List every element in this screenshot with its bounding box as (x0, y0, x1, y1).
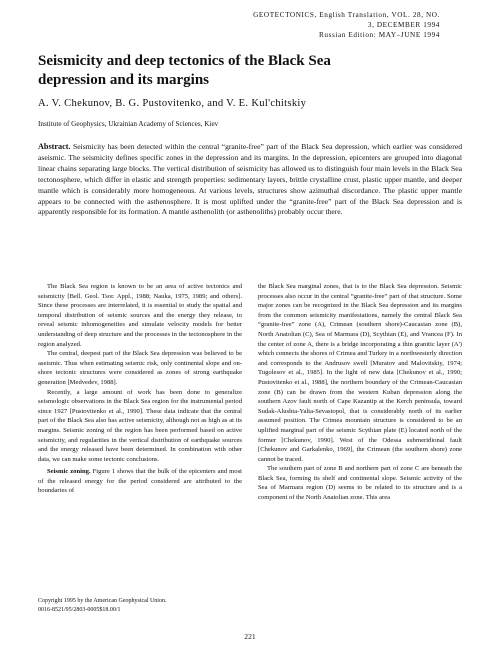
section-heading-seismic-zoning: Seismic zoning. (47, 468, 91, 476)
body-columns (38, 282, 462, 594)
body-paragraph: Recently, a large amount of work has been done to generalize seismologic observations in the Black Sea region for the instrumental period since 1927 [Pustovitenko et al., 1990]. These data indicate that the central part of the Black Sea also has active seismicity, although not as high as at its margins. Seismic zoning of the region has been performed based on active seismicity, and regularities in the vertical distribution of earthquake sources and the energy released have been determined. In combination with other data, we can make some tectonic conclusions. (38, 388, 242, 463)
body-paragraph: The Black Sea region is known to be an area of active tectonics and seismicity [Bell. Geol. Tsor. Appl., 1988; Nauka, 1975, 1989; and others]. Since these processes are interrelated, it is essential to study the spatial and temporal distribution of seismic sources and the energy they release, to reveal seismic inhomogeneities and simulate velocity models for better understanding of deep structure and the processes in the tectonosphere in the region analyzed. (38, 283, 242, 348)
journal-citation: GEOTECTONICS, English Translation, VOL. 28, NO. 3, DECEMBER 1994 (253, 11, 440, 29)
russian-edition: Russian Edition: MAY–JUNE 1994 (319, 31, 440, 39)
article-authors: A. V. Chekunov, B. G. Pustovitenko, and V. E. Kul'chitskiy (38, 98, 307, 109)
body-text: Figure 1 shows that the bulk of the epicenters and most of the released energy for the period considered are attributed to the boundaries of (38, 468, 242, 495)
abstract (38, 142, 462, 218)
page-number: 221 (244, 632, 256, 641)
copyright-footer (38, 597, 242, 614)
body-paragraph (38, 467, 242, 496)
article-code: 0016-8521/95/2803-0005$18.00/1 (38, 606, 121, 613)
abstract-text: Seismicity has been detected within the central “granite-free” part of the Black Sea depression, which earlier was considered aseismic. The seismicity defines specific zones in the depression and its margins. In the depression, epicenters are grouped into diagonal linear chains separating large blocks. The vertical distribution of seismicity has allowed us to distinguish four main levels in the Black Sea tectonosphere, which differ in elastic and strength properties: sedimentary layers, brittle crystalline crust, plastic upper mantle, and deeper mantle which is considerably more homogeneous. At various levels, structures show azimuthal discordance. The plastic upper mantle appears to be connected with the asthenosphere. It is most uplifted under the “granite-free” part of the Black Sea depression and is apparently responsible for its formation. A mantle asthenolith (or asthenoliths) probably occur there. (38, 142, 462, 217)
copyright-line: Copyright 1995 by the American Geophysical Union. (38, 598, 167, 604)
left-column (38, 282, 242, 496)
author-affiliation: Institute of Geophysics, Ukrainian Academy of Sciences, Kiev (38, 120, 219, 128)
body-paragraph: the Black Sea marginal zones, that is to the Black Sea depression. Seismic processes also occur in the central “granite-free” part of that structure. Some major zones can be recognized in the Black Sea depression and its margins from the common seismicity manifestations, namely the central Black Sea “granite-free” zone (A), Crimean (southern shore)-Caucasian zone (B), North Anatolian (C), Sea of Marmara (D), Scythian (E), and Vrancea (F). In the center of zone A, there is a bridge incorporating a thin granitic layer (A') which connects the shores of Crimea and Turkey in a northwesterly direction and corresponds to the Andrusov swell [Muratov and Malovitskiy, 1974; Tugolesov et al., 1985]. In the light of new data [Chekunov et al., 1990; Pustovitenko et al., 1988], the northern boundary of the Crimean-Caucasian zone (B) can be drawn from the western Kuban depression along the southern Azov fault north of Cape Kazantip at the Kerch peninsula, toward Sudak-Alushta-Yalta-Sevastopol, that is considerably north of its earlier assumed position. The Crimea mountain structure is considered to be an uplifted marginal part of the seismic Scythian plate (E) located north of the former [Chekunov, 1990]. West of the Odessa submeridional fault [Chekunov and Garkalenko, 1969], the Crimean (the southern shore) zone cannot be traced. (258, 283, 462, 463)
abstract-label: Abstract. (38, 142, 71, 151)
body-paragraph: The central, deepest part of the Black Sea depression was believed to be aseismic. Thus when estimating seismic risk, only continental slope and on-shore tectonic structures were considered as zones of strong earthquake generation [Medvedev, 1988]. (38, 350, 242, 386)
body-paragraph: The southern part of zone B and northern part of zone C are beneath the Black Sea, forming its shelf and continental slope. Seismic activity of the Sea of Marmara region (D) seems to be related to its structure and is a component of the North Anatolian zone. This area (258, 465, 462, 502)
right-column (258, 282, 462, 503)
journal-header (250, 10, 440, 40)
article-title: Seismicity and deep tectonics of the Black Sea depression and its margins (38, 53, 331, 88)
